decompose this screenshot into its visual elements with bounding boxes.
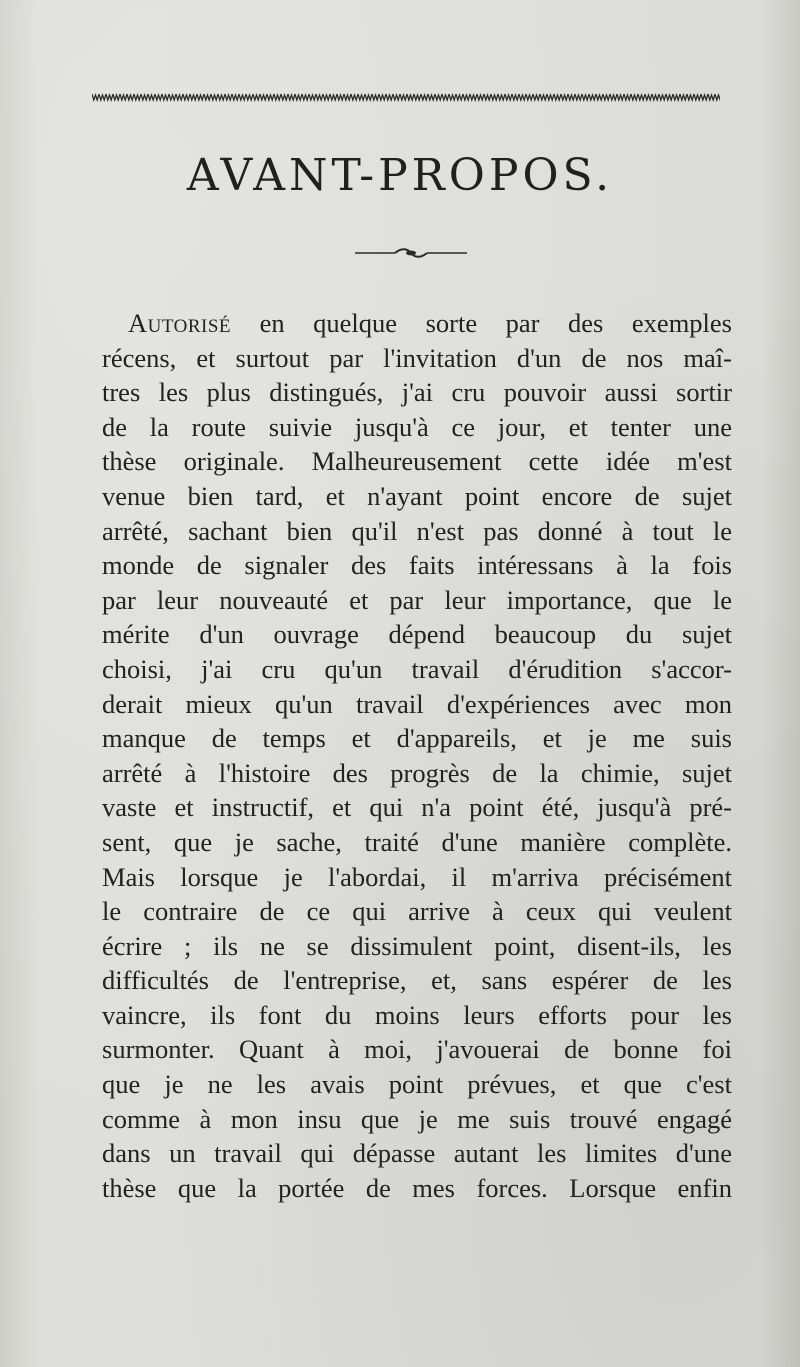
text-line: choisi, j'ai cru qu'un travail d'érudition s'accor- <box>102 653 732 684</box>
text-line: tres les plus distingués, j'ai cru pouvoir aussi sortir <box>102 377 732 408</box>
title-flourish <box>355 246 467 260</box>
text-line: par leur nouveauté et par leur importance, que le <box>102 584 732 615</box>
text-line: arrêté à l'histoire des progrès de la chimie, sujet <box>102 757 732 788</box>
text-line: récens, et surtout par l'invitation d'un de nos maî- <box>102 342 732 373</box>
text-line: difficultés de l'entreprise, et, sans espérer de les <box>102 965 732 996</box>
text-line <box>102 306 732 341</box>
text-line: comme à mon insu que je me suis trouvé engagé <box>102 1103 732 1134</box>
body-paragraph <box>102 306 732 1205</box>
text-line: de la route suivie jusqu'à ce jour, et tenter une <box>102 411 732 442</box>
text-line: thèse que la portée de mes forces. Lorsque enfin <box>102 1172 732 1203</box>
page-heading: AVANT-PROPOS. <box>186 150 614 201</box>
text-line: manque de temps et d'appareils, et je me suis <box>102 723 732 754</box>
text-line: thèse originale. Malheureusement cette idée m'est <box>102 446 732 477</box>
ornamental-rule <box>92 92 720 102</box>
text-line: vaincre, ils font du moins leurs efforts pour les <box>102 999 732 1030</box>
text-line: derait mieux qu'un travail d'expériences avec mon <box>102 688 732 719</box>
text-line: sent, que je sache, traité d'une manière complète. <box>102 826 732 857</box>
text-line: le contraire de ce qui arrive à ceux qui veulent <box>102 896 732 927</box>
text-line: que je ne les avais point prévues, et que c'est <box>102 1069 732 1100</box>
text-line: venue bien tard, et n'ayant point encore de sujet <box>102 480 732 511</box>
text-line: monde de signaler des faits intéressans à la fois <box>102 550 732 581</box>
text-line: surmonter. Quant à moi, j'avouerai de bonne foi <box>102 1034 732 1065</box>
text-line: arrêté, sachant bien qu'il n'est pas donné à tout le <box>102 515 732 546</box>
text-line: dans un travail qui dépasse autant les limites d'une <box>102 1138 732 1169</box>
drop-word: Autorisé <box>128 308 232 338</box>
text-line-content: en quelque sorte par des exemples <box>231 308 732 338</box>
text-line: écrire ; ils ne se dissimulent point, disent-ils, les <box>102 930 732 961</box>
text-line: mérite d'un ouvrage dépend beaucoup du sujet <box>102 619 732 650</box>
text-line: Mais lorsque je l'abordai, il m'arriva précisément <box>102 861 732 892</box>
text-line: vaste et instructif, et qui n'a point été, jusqu'à pré- <box>102 792 732 823</box>
